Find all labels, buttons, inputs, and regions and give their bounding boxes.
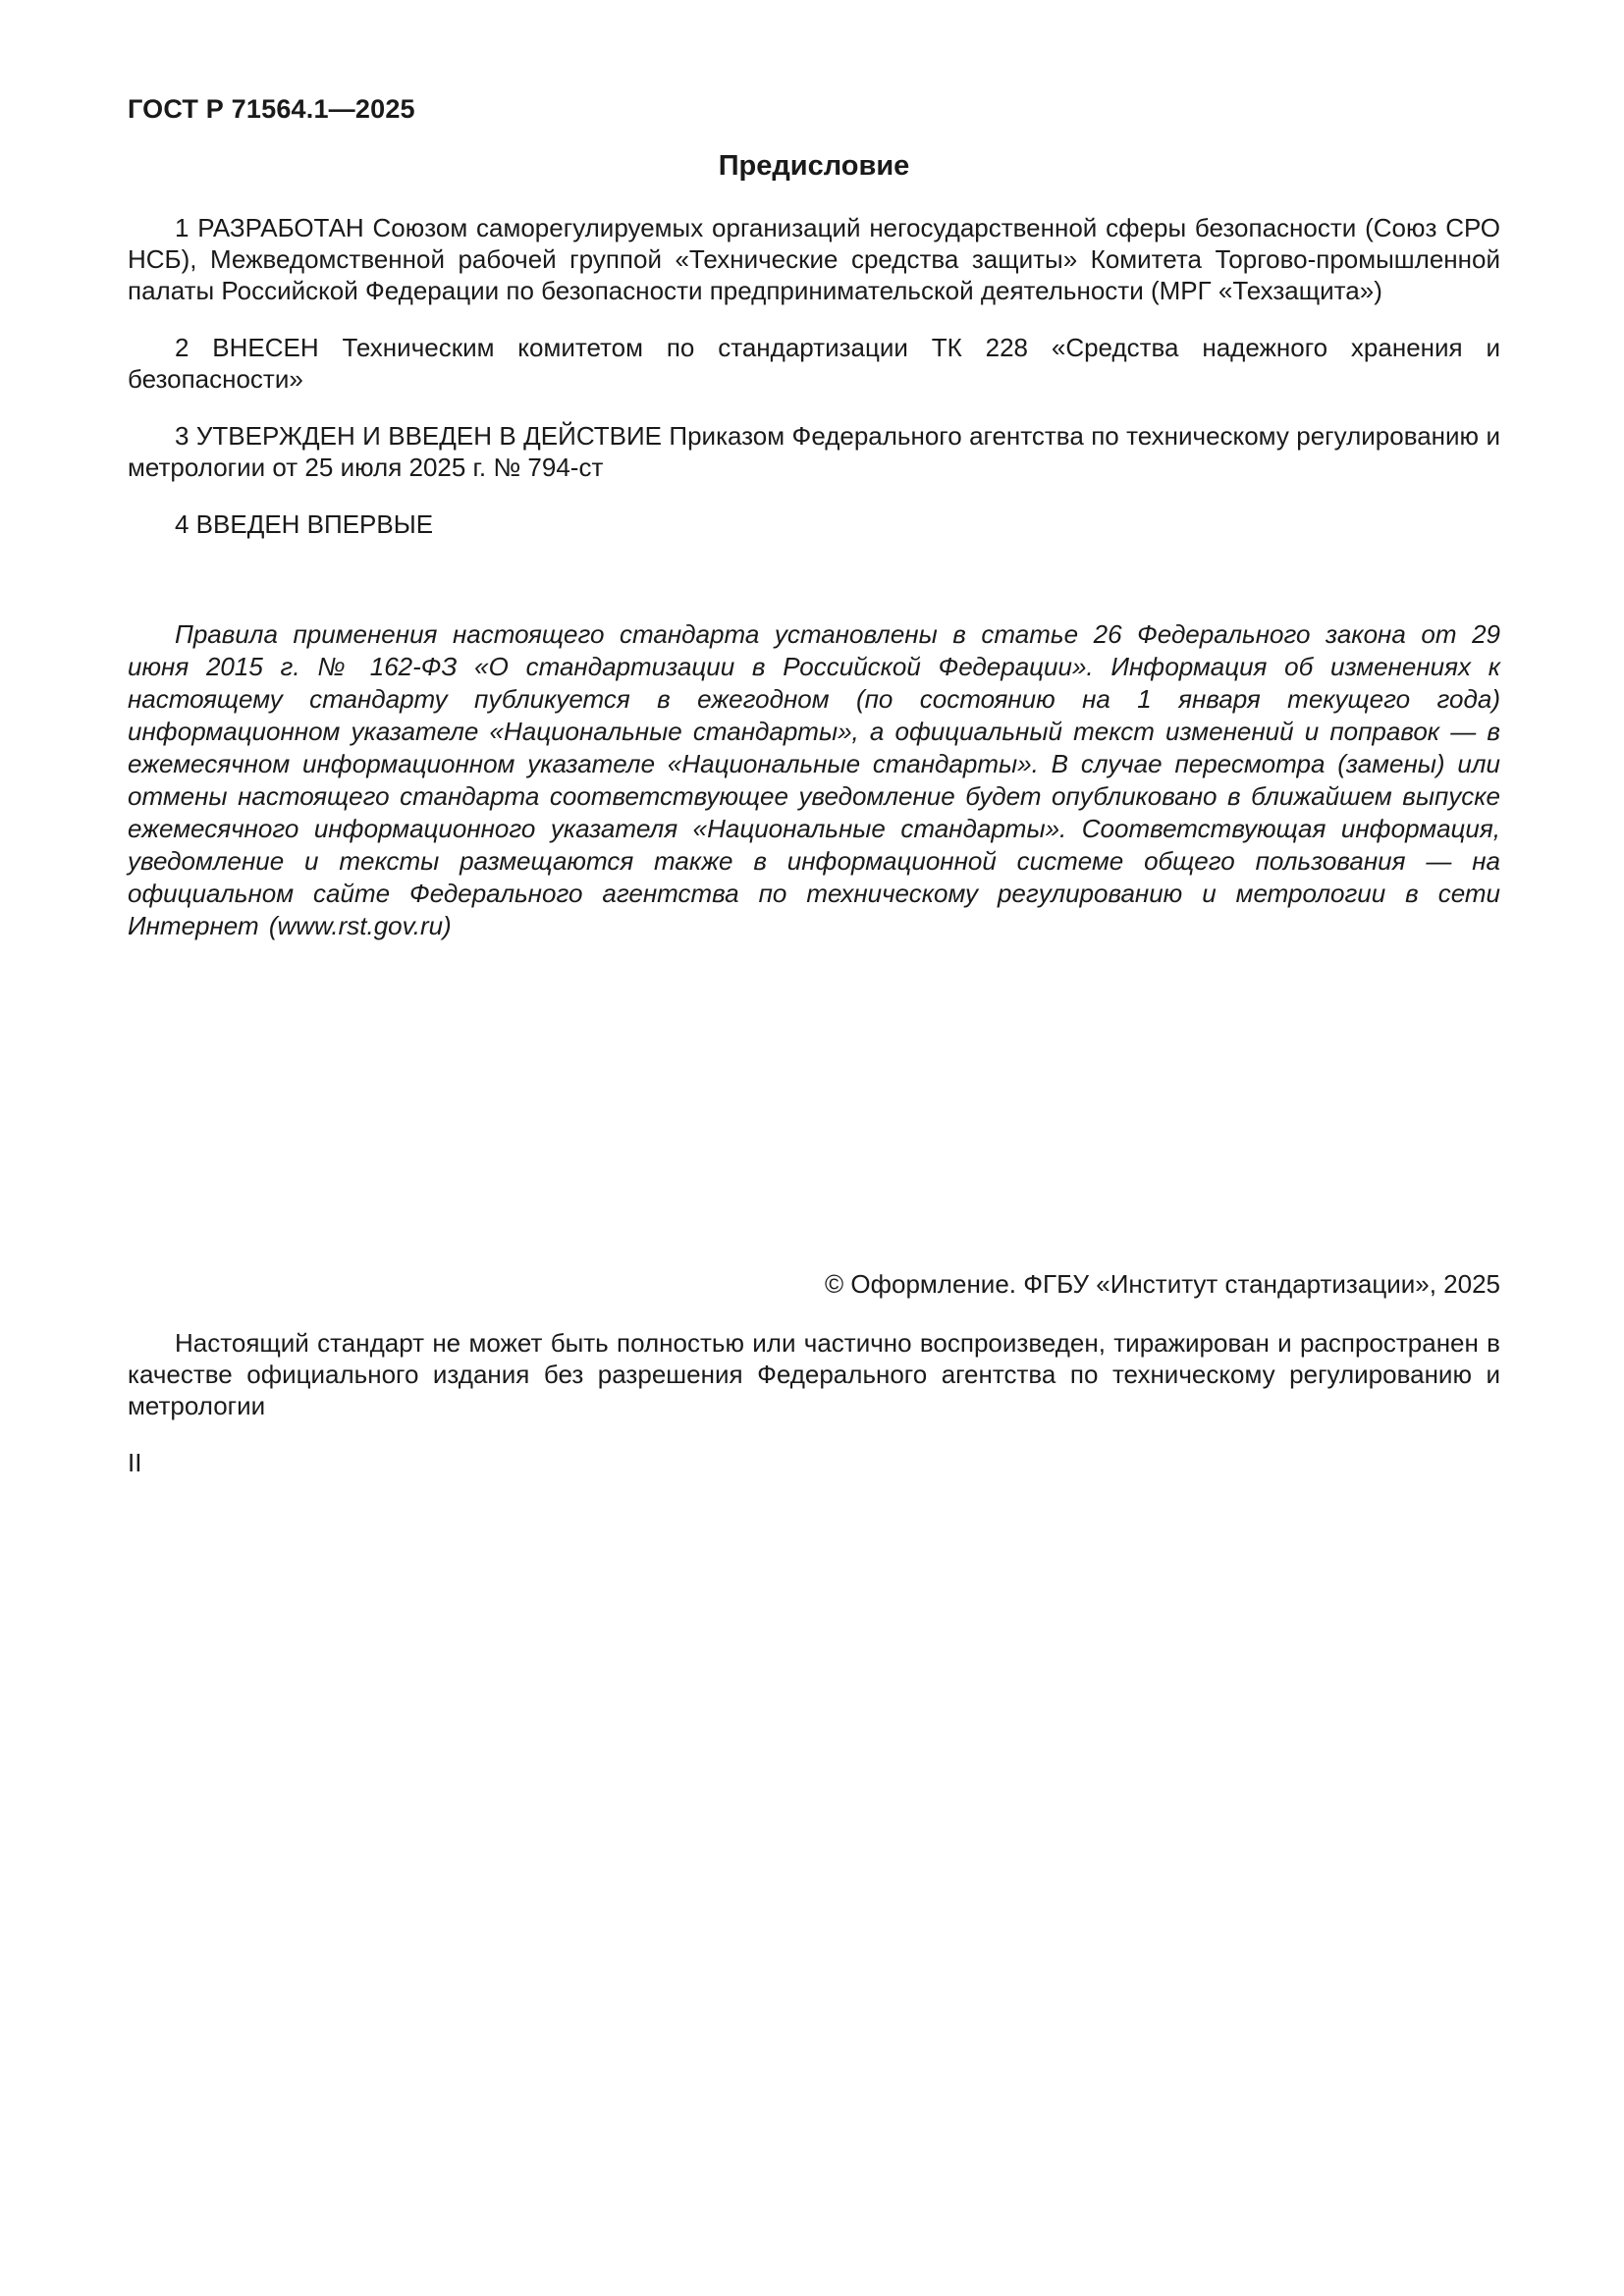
- page-footer-block: [128, 1268, 1500, 1478]
- foreword-paragraph-approved: 3 УТВЕРЖДЕН И ВВЕДЕН В ДЕЙСТВИЕ Приказом Федерального агентства по техническому регулированию и метрологии от 25 июля 2025 г. № 794-ст: [128, 421, 1500, 482]
- copyright-line: © Оформление. ФГБУ «Институт стандартизации», 2025: [825, 1269, 1500, 1299]
- reproduction-restriction-paragraph: Настоящий стандарт не может быть полностью или частично воспроизведен, тиражирован и распространен в качестве официального издания без разрешения Федерального агентства по техническому регулированию и метрологии: [128, 1328, 1500, 1420]
- foreword-paragraph-developed: 1 РАЗРАБОТАН Союзом саморегулируемых организаций негосударственной сферы безопасности (Союз СРО НСБ), Межведомственной рабочей группой «Технические средства защиты» Комитета Торгово-промышленной палаты Российской Федерации по безопасности предпринимательской деятельности (МРГ «Техзащита»): [128, 213, 1500, 305]
- standard-number-header: ГОСТ Р 71564.1—2025: [128, 94, 415, 124]
- legal-notice: Правила применения настоящего стандарта установлены в статье 26 Федерального закона от 29 июня 2015 г. № 162-ФЗ «О стандартизации в Российской Федерации». Информация об изменениях к настоящему стандарту публикуется в ежегодном (по состоянию на 1 января текущего года) информационном указателе «Национальные стандарты», а официальный текст изменений и поправок — в ежемесячном информационном указателе «Национальные стандарты». В случае пересмотра (замены) или отмены настоящего стандарта соответствующее уведомление будет опубликовано в ближайшем выпуске ежемесячного информационного указателя «Национальные стандарты». Соответствующая информация, уведомление и тексты размещаются также в информационной системе общего пользования — на официальном сайте Федерального агентства по техническому регулированию и метрологии в сети Интернет (www.rst.gov.ru): [128, 619, 1500, 940]
- page-content: [128, 94, 1500, 968]
- foreword-paragraph-first-edition: 4 ВВЕДЕН ВПЕРВЫЕ: [175, 509, 434, 539]
- foreword-paragraph-submitted: 2 ВНЕСЕН Техническим комитетом по стандартизации ТК 228 «Средства надежного хранения и безопасности»: [128, 333, 1500, 394]
- page-number: II: [128, 1448, 142, 1477]
- page-title: Предисловие: [718, 150, 910, 182]
